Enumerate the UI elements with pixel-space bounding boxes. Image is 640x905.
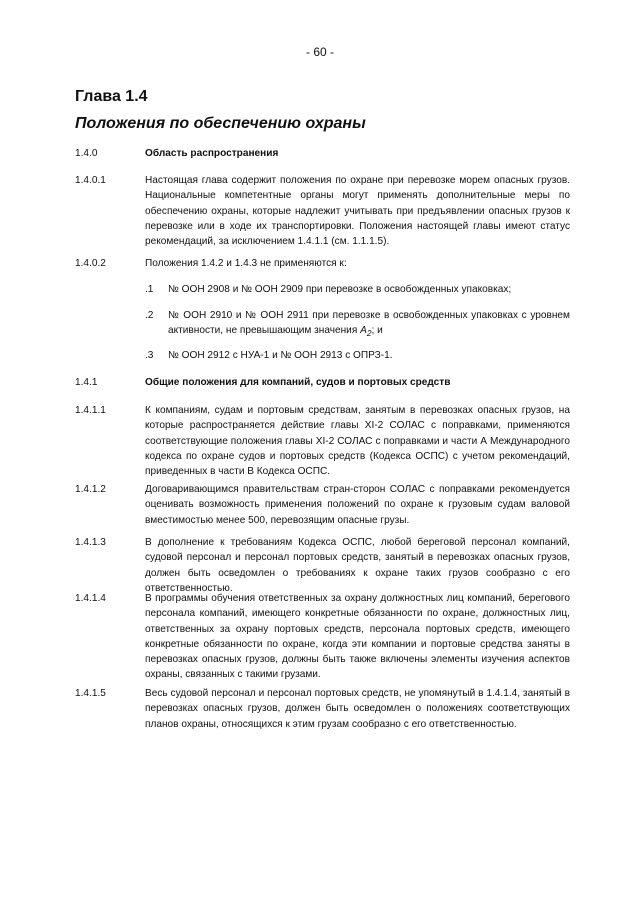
- chapter-title: Глава 1.4: [75, 88, 148, 105]
- section-heading: Общие положения для компаний, судов и портовых средств: [145, 377, 451, 388]
- paragraph-text: Положения 1.4.2 и 1.4.3 не применяются к:: [145, 258, 347, 269]
- list-item: [145, 308, 570, 342]
- paragraph-text: В программы обучения ответственных за охрану должностных лиц компаний, берегового персонала компаний, имеющего конкретные обязанности по охране, должностных лиц, ответственных за охрану портовых средств, персонала портовых средств, имеющего конкретные обязанности по охране, когда эти компании и портовые средства заняты в перевозках опасных грузов, должны быть также включены элементы изучения аспектов охраны, связанных с такими грузами.: [145, 593, 570, 681]
- paragraph-1-4-1-2: [75, 482, 570, 528]
- section-1-4-1: [75, 375, 570, 390]
- paragraph-number: 1.4.1.3: [75, 537, 106, 548]
- list-item-text-before: № ООН 2910 и № ООН 2911 при перевозке в освобожденных упаковках с уровнем активности, не превышающим значения: [168, 310, 570, 337]
- paragraph-text: Настоящая глава содержит положения по охране при перевозке морем опасных грузов. Национальные компетентные органы могут применять дополнительные меры по обеспечению охраны, которые надлежит учитывать при предъявлении опасных грузов к перевозке или в ходе их транспортировки. Положения настоящей главы имеют статус рекомендаций, за исключением 1.4.1.1 (см. 1.1.1.5).: [145, 175, 570, 248]
- page-number: - 60 -: [305, 45, 334, 59]
- section-heading: Область распространения: [145, 148, 279, 159]
- paragraph-number: 1.4.0.1: [75, 175, 106, 186]
- chapter-subtitle: Положения по обеспечению охраны: [75, 115, 366, 132]
- list-item-text: [168, 308, 570, 342]
- paragraph-number: 1.4.1.1: [75, 405, 106, 416]
- paragraph-number: 1.4.1.5: [75, 688, 106, 699]
- symbol-a-subscript: 2: [366, 328, 372, 339]
- list-item: [145, 348, 570, 363]
- paragraph-number: 1.4.1.4: [75, 593, 106, 604]
- paragraph-text: В дополнение к требованиям Кодекса ОСПС, любой береговой персонал компаний, судовой персонал и персонал портовых средств, занятый в перевозках опасных грузов, должен быть осведомлен о требованиях к охране таких грузов сообразно с его ответственностью.: [145, 537, 570, 594]
- symbol-a: A: [360, 325, 367, 337]
- paragraph-text: Договаривающимся правительствам стран-сторон СОЛАС с поправками рекомендуется оценивать возможность применения положений по охране к грузовым судам валовой вместимостью менее 500, перевозящим опасные грузы.: [145, 484, 570, 526]
- list-item-number: .1: [145, 284, 154, 295]
- paragraph-text: К компаниям, судам и портовым средствам, занятым в перевозках опасных грузов, на которые распространяется действие главы XI-2 СОЛАС с поправками, применяются соответствующие положения главы XI-2 СОЛАС с поправками и части А Международного кодекса по охране судов и портовых средств (Кодекса ОСПС) с учетом рекомендаций, приведенных в части В Кодекса ОСПС.: [145, 405, 570, 478]
- paragraph-text: Весь судовой персонал и персонал портовых средств, не упомянутый в 1.4.1.4, занятый в перевозках опасных грузов, должен быть осведомлен о положениях соответствующих планов охраны, относящихся к этим грузам сообразно с его ответственностью.: [145, 688, 570, 730]
- paragraph-1-4-1-3: [75, 535, 570, 596]
- list-item-text: № ООН 2912 с НУА-1 и № ООН 2913 с ОПРЗ-1.: [168, 350, 393, 361]
- paragraph-1-4-1-5: [75, 686, 570, 732]
- list-item-number: .2: [145, 310, 154, 321]
- section-number: 1.4.1: [75, 377, 98, 388]
- list-item-text: № ООН 2908 и № ООН 2909 при перевозке в освобожденных упаковках;: [168, 284, 512, 295]
- list-item-text-after: ; и: [371, 325, 383, 337]
- section-1-4-0: [75, 146, 570, 161]
- section-number: 1.4.0: [75, 148, 98, 159]
- paragraph-number: 1.4.1.2: [75, 484, 106, 495]
- paragraph-1-4-0-1: [75, 173, 570, 249]
- paragraph-number: 1.4.0.2: [75, 258, 106, 269]
- paragraph-1-4-1-4: [75, 591, 570, 683]
- list-item: [145, 282, 570, 297]
- paragraph-1-4-0-2: [75, 256, 570, 271]
- list-item-number: .3: [145, 350, 154, 361]
- paragraph-1-4-1-1: [75, 403, 570, 479]
